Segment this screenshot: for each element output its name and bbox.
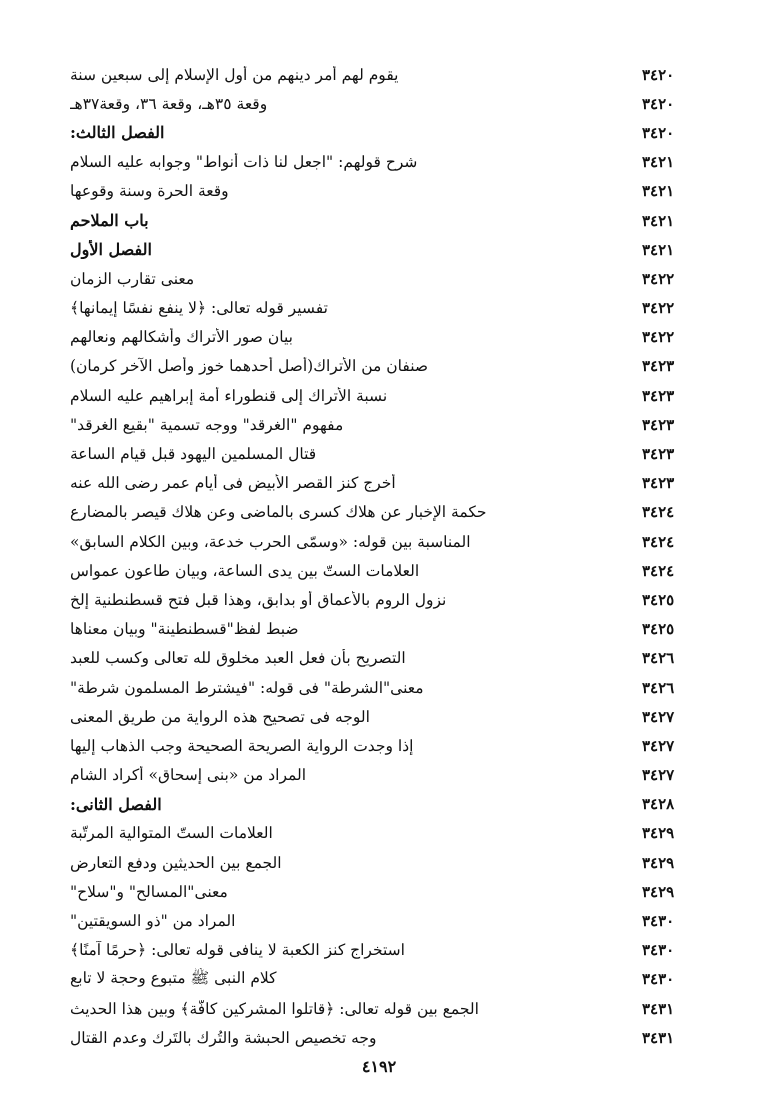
toc-entry	[70, 644, 702, 673]
toc-entry	[70, 994, 702, 1023]
entry-title: بيان صور الأتراك وأشكالهم ونعالهم	[70, 328, 293, 347]
entry-title: معنى تقارب الزمان	[70, 269, 195, 288]
entry-page-number: ٣٤٢٩	[642, 882, 675, 901]
entry-title: معنى"المسالح" و"سلاح"	[70, 882, 228, 901]
entry-page-number: ٣٤٢٥	[642, 590, 675, 609]
entry-page-number: ٣٤٢٤	[642, 503, 675, 522]
entry-title: وجه تخصيص الحبشة والتُرك بالتَرك وعدم القتال	[70, 1028, 377, 1047]
entry-title: أخرج كنز القصر الأبيض فى أيام عمر رضى الله عنه	[70, 474, 396, 493]
entry-page-number: ٣٤٢٧	[642, 707, 675, 726]
toc-entry	[70, 206, 702, 235]
entry-page-number: ٣٤٢٩	[642, 824, 675, 843]
toc-entry	[70, 761, 702, 790]
toc-entry	[70, 731, 702, 760]
entry-title: مفهوم "الغرقد" ووجه تسمية "بقيع الغرقد"	[70, 415, 344, 434]
entry-title: المناسبة بين قوله: «وسمّى الحرب خدعة، وبين الكلام السابق»	[70, 532, 471, 551]
entry-page-number: ٣٤٢٣	[642, 415, 675, 434]
entry-page-number: ٣٤٢١	[642, 153, 675, 172]
entry-title: التصريح بأن فعل العبد مخلوق لله تعالى وكسب للعبد	[70, 649, 406, 668]
page-number: ٤١٩٢	[361, 1057, 397, 1076]
section-heading: الفصل الثالث:	[70, 123, 165, 143]
entry-title: المراد من «بنى إسحاق» أكراد الشام	[70, 766, 307, 785]
entry-page-number: ٣٤٢٥	[642, 620, 675, 639]
toc-entry	[70, 264, 702, 293]
entry-page-number: ٣٤٢٦	[642, 678, 675, 697]
entry-title: استخراج كنز الكعبة لا ينافى قوله تعالى: ﴿حرمًا آمنًا﴾	[70, 941, 405, 960]
entry-page-number: ٣٤٢٦	[642, 649, 675, 668]
toc-entry	[70, 819, 702, 848]
entry-page-number: ٣٤٢٣	[642, 445, 675, 464]
toc-entry	[70, 60, 702, 89]
entry-title: نسبة الأتراك إلى قنطوراء أمة إبراهيم عليه السلام	[70, 386, 388, 405]
entry-title: الوجه فى تصحيح هذه الرواية من طريق المعنى	[70, 707, 370, 726]
toc-entry	[70, 294, 702, 323]
toc-entry	[70, 673, 702, 702]
entry-page-number: ٣٤٢٠	[642, 94, 675, 113]
toc-entry	[70, 235, 702, 264]
entry-page-number: ٣٤٢٤	[642, 561, 675, 580]
toc-entry	[70, 323, 702, 352]
entry-title: وقعة الحرة وسنة وقوعها	[70, 182, 229, 201]
table-of-contents	[70, 60, 702, 1052]
entry-title: إذا وجدت الرواية الصريحة الصحيحة وجب الذهاب إليها	[70, 736, 414, 755]
entry-page-number: ٣٤٢٤	[642, 532, 675, 551]
toc-entry	[70, 89, 702, 118]
entry-page-number: ٣٤٢١	[642, 240, 675, 259]
entry-page-number: ٣٤٢٨	[642, 795, 675, 814]
entry-page-number: ٣٤٣٠	[642, 912, 675, 931]
section-heading: الفصل الأول	[70, 240, 152, 260]
entry-title: الجمع بين الحديثين ودفع التعارض	[70, 853, 282, 872]
entry-title: الجمع بين قوله تعالى: ﴿قاتلوا المشركين كافّة﴾ وبين هذا الحديث	[70, 999, 479, 1018]
toc-entry	[70, 498, 702, 527]
toc-entry	[70, 936, 702, 965]
toc-entry	[70, 352, 702, 381]
entry-page-number: ٣٤٢٣	[642, 357, 675, 376]
entry-page-number: ٣٤٣١	[642, 1028, 675, 1047]
toc-entry	[70, 118, 702, 147]
toc-entry	[70, 1023, 702, 1052]
entry-title: كلام النبى ﷺ متبوع وحجة لا تابع	[70, 968, 277, 987]
toc-entry	[70, 585, 702, 614]
toc-entry	[70, 877, 702, 906]
toc-entry	[70, 469, 702, 498]
entry-page-number: ٣٤٢٠	[642, 65, 675, 84]
entry-page-number: ٣٤٢٠	[642, 123, 675, 142]
entry-page-number: ٣٤٢٣	[642, 386, 675, 405]
toc-entry	[70, 177, 702, 206]
toc-entry	[70, 790, 702, 819]
entry-page-number: ٣٤٢١	[642, 182, 675, 201]
entry-title: صنفان من الأتراك(أصل أحدهما خوز وأصل الآخر كرمان)	[70, 357, 429, 376]
toc-entry	[70, 527, 702, 556]
entry-page-number: ٣٤٢١	[642, 211, 675, 230]
entry-page-number: ٣٤٣١	[642, 999, 675, 1018]
entry-page-number: ٣٤٢٢	[642, 328, 675, 347]
section-heading: باب الملاحم	[70, 211, 149, 231]
entry-title: معنى"الشرطة" فى قوله: "فيشترط المسلمون شرطة"	[70, 678, 424, 697]
toc-entry	[70, 556, 702, 585]
toc-entry	[70, 906, 702, 935]
entry-title: تفسير قوله تعالى: ﴿لا ينفع نفسًا إيمانها﴾	[70, 299, 328, 318]
toc-entry	[70, 848, 702, 877]
entry-page-number: ٣٤٣٠	[642, 970, 675, 989]
toc-entry	[70, 965, 702, 994]
entry-page-number: ٣٤٢٢	[642, 269, 675, 288]
entry-page-number: ٣٤٣٠	[642, 941, 675, 960]
toc-entry	[70, 615, 702, 644]
entry-page-number: ٣٤٢٩	[642, 853, 675, 872]
entry-page-number: ٣٤٢٧	[642, 766, 675, 785]
section-heading: الفصل الثانى:	[70, 794, 162, 814]
toc-entry	[70, 410, 702, 439]
entry-title: العلامات الستّ المتوالية المرتّبة	[70, 824, 273, 843]
entry-title: شرح قولهم: "اجعل لنا ذات أنواط" وجوابه عليه السلام	[70, 153, 418, 172]
entry-title: المراد من "ذو السويقتين"	[70, 912, 236, 931]
toc-entry	[70, 381, 702, 410]
entry-title: يقوم لهم أمر دينهم من أول الإسلام إلى سبعين سنة	[70, 65, 399, 84]
entry-title: نزول الروم بالأعماق أو بدابق، وهذا قبل فتح قسطنطنية إلخ	[70, 590, 447, 609]
entry-page-number: ٣٤٢٧	[642, 736, 675, 755]
entry-title: العلامات الستّ بين يدى الساعة، وبيان طاعون عمواس	[70, 561, 420, 580]
entry-page-number: ٣٤٢٣	[642, 474, 675, 493]
entry-page-number: ٣٤٢٢	[642, 299, 675, 318]
entry-title: قتال المسلمين اليهود قبل قيام الساعة	[70, 445, 317, 464]
toc-entry	[70, 702, 702, 731]
entry-title: ضبط لفظ"قسطنطينة" وبيان معناها	[70, 620, 299, 639]
toc-entry	[70, 439, 702, 468]
toc-entry	[70, 148, 702, 177]
entry-title: وقعة ٣٥هـ، وقعة ٣٦، وقعة٣٧هـ	[70, 94, 268, 113]
entry-title: حكمة الإخبار عن هلاك كسرى بالماضى وعن هلاك قيصر بالمضارع	[70, 503, 487, 522]
